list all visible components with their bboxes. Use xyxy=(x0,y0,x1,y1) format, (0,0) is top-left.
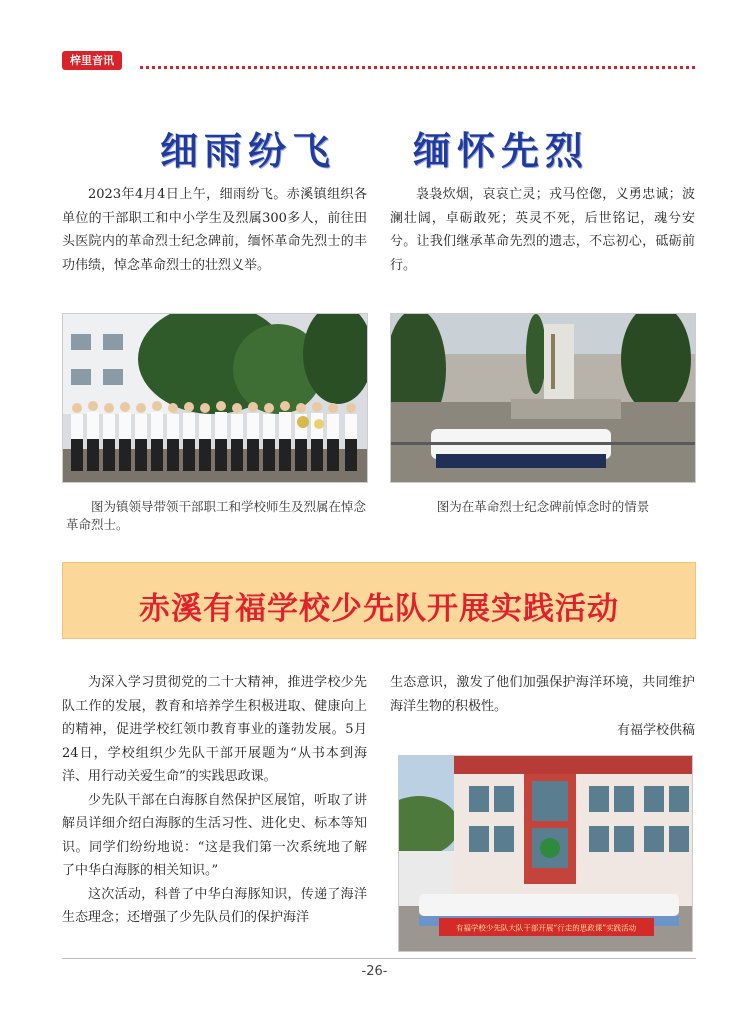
article1-title: 细雨纷飞 缅怀先烈 xyxy=(160,129,589,173)
article2-left-column xyxy=(62,671,367,930)
footer-divider xyxy=(62,958,696,959)
photo-banner-text: 有福学校少先队大队干部开展“行走的思政课”实践活动 xyxy=(455,923,637,933)
article2-paragraph: 为深入学习贯彻党的二十大精神，推进学校少先队工作的发展，教育和培养学生积极进取、健康向上的精神，促进学校红领巾教育事业的蓬勃发展。5月24日，学校组织少先队干部开展题为“从书本到海洋、用行动关爱生命”的实践思政课。 xyxy=(62,675,367,784)
article2-paragraph: 这次活动，科普了中华白海豚知识，传递了海洋生态理念；还增强了少先队员们的保护海洋 xyxy=(62,886,367,925)
article2-title: 赤溪有福学校少先队开展实践活动 xyxy=(139,591,619,627)
photo-school-group xyxy=(398,755,693,952)
photo-monument-ceremony xyxy=(390,313,696,483)
article1-right-column xyxy=(390,183,695,277)
page-number: -26- xyxy=(361,964,388,979)
article1-left-column xyxy=(62,183,367,277)
article2-right-column xyxy=(390,671,695,718)
section-tag: 梓里音讯 xyxy=(62,51,122,70)
header-divider xyxy=(140,66,695,69)
article2-title-banner xyxy=(62,562,696,639)
article2-right-paragraph: 生态意识，激发了他们加强保护海洋环境，共同维护海洋生物的积极性。 xyxy=(390,675,695,714)
caption-right: 图为在革命烈士纪念碑前悼念时的情景 xyxy=(436,499,650,514)
article2-paragraph: 少先队干部在白海豚自然保护区展馆，听取了讲解员详细介绍白海豚的生活习性、进化史、标本等知识。同学们纷纷地说：“这是我们第一次系统地了解了中华白海豚的相关知识。” xyxy=(62,792,367,878)
photo-group-memorial xyxy=(62,313,368,483)
caption-left: 图为镇领导带领干部职工和学校师生及烈属在悼念革命烈士。 xyxy=(66,499,367,532)
article1-right-paragraph: 袅袅炊烟，哀哀亡灵；戎马倥偬，义勇忠诚；波澜壮阔，卓砺敢死；英灵不死，后世铭记，魂兮安兮。让我们继承革命先烈的遗志，不忘初心，砥砺前行。 xyxy=(390,187,695,273)
byline: 有福学校供稿 xyxy=(616,723,695,738)
article1-left-paragraph: 2023年4月4日上午，细雨纷飞。赤溪镇组织各单位的干部职工和中小学生及烈属300多人，前往田头医院内的革命烈士纪念碑前，缅怀革命先烈士的丰功伟绩，悼念革命烈士的壮烈义举。 xyxy=(62,187,367,273)
